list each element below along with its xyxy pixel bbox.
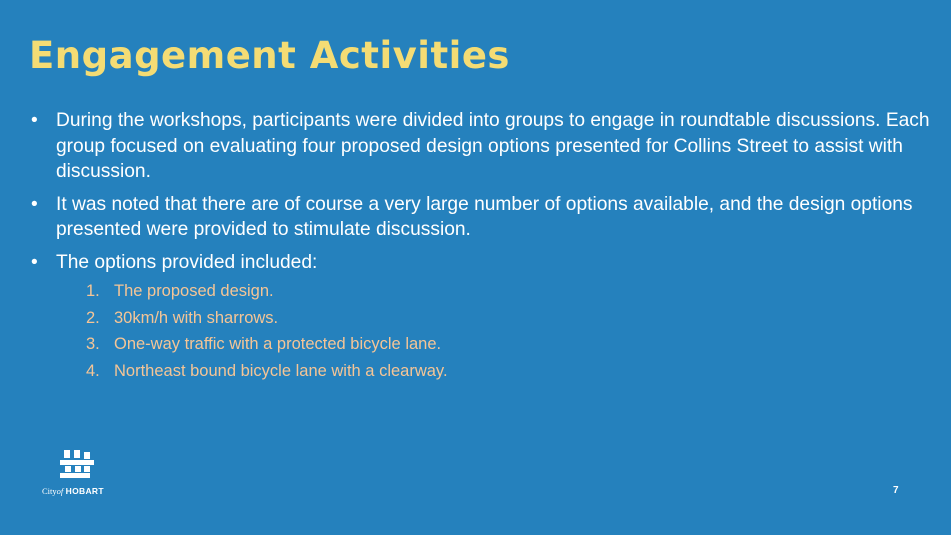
option-text: 30km/h with sharrows. [114,308,279,327]
page-number: 7 [893,485,899,496]
slide-title: Engagement Activities [29,34,510,77]
option-item [56,278,935,305]
bullet-item [30,108,935,185]
bullet-text: The options provided included: [56,251,318,273]
city-of-hobart-logo [42,450,114,498]
logo-city-text: City [42,486,57,496]
bullet-item [30,192,935,243]
option-text: The proposed design. [114,282,274,300]
bullet-text: During the workshops, participants were divided into groups to engage in roundtable discussions. Each group focused on evaluating four proposed design options presented for Collins Street to assist with discussion. [56,110,930,182]
option-number: 4. [86,361,100,380]
logo-wordmark [42,486,104,496]
bullet-dot-icon: • [31,110,38,131]
option-text: One-way traffic with a protected bicycle lane. [114,335,442,353]
bullet-dot-icon: • [31,251,38,273]
option-text: Northeast bound bicycle lane with a clearway. [114,361,448,380]
option-item [56,331,935,358]
option-number: 3. [86,335,100,353]
bullet-item [30,250,935,385]
bullet-text: It was noted that there are of course a very large number of options available, and the design options presented were provided to stimulate discussion. [56,193,913,240]
bullet-dot-icon: • [31,193,38,215]
bullet-list [30,108,935,391]
options-list [56,278,935,384]
option-number: 1. [86,282,100,300]
logo-of-text: of [56,486,64,496]
option-item [56,358,935,385]
logo-hobart-text: HOBART [65,486,104,496]
option-number: 2. [86,308,100,327]
option-item [56,305,935,332]
city-of-hobart-logo-icon [60,450,94,480]
